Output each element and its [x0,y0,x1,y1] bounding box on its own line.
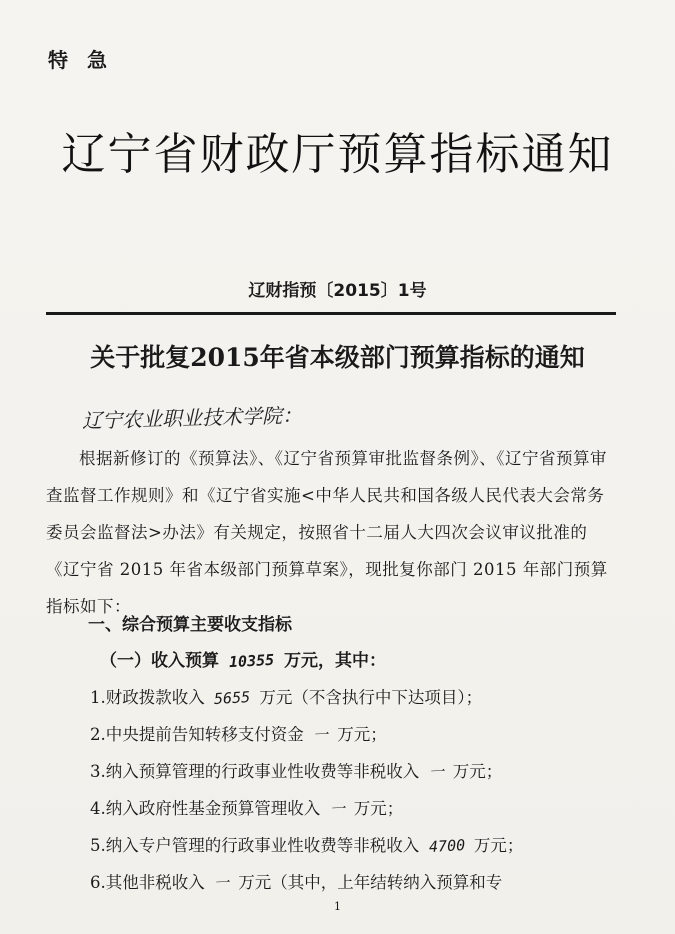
item-amount: 一 [312,725,329,745]
item-label: 2.中央提前告知转移支付资金 [90,725,304,744]
list-item [90,832,523,856]
item-suffix: 万元； [473,836,524,855]
header-divider [46,312,616,315]
subsection-amount: 10355 [228,650,275,672]
subsection-suffix: 万元，其中： [284,651,386,671]
section-heading: 一、综合预算主要收支指标 [88,615,292,635]
body-paragraph: 根据新修订的《预算法》、《辽宁省预算审批监督条例》、《辽宁省预算审查监督工作规则》和《辽宁省实施<中华人民共和国各级人民代表大会常务委员会监督法>办法》有关规定，按照省十二届人大四次会议审议批准的《辽宁省 2015 年省本级部门预算草案》，现批复你部门 2015 年部门预算指标如下： [46,449,608,616]
subsection-heading [100,646,386,671]
item-amount: 一 [428,762,445,782]
recipient-handwritten: 辽宁农业职业技术学院： [81,403,303,433]
item-suffix: 万元； [337,725,387,744]
item-label: 6.其他非税收入 [90,873,205,892]
item-amount: 一 [329,799,346,819]
item-suffix: 万元； [353,799,404,818]
item-label: 3.纳入预算管理的行政事业性收费等非税收入 [90,762,420,781]
item-suffix: 万元； [452,762,503,781]
item-suffix: 万元（不含执行中下达项目）； [259,688,483,707]
list-item [90,684,482,708]
list-item [90,721,387,745]
document-title: 辽宁省财政厅预算指标通知 [61,129,614,180]
item-amount: 4700 [428,836,466,856]
item-amount: 一 [213,873,230,893]
item-label: 1.财政拨款收入 [90,688,205,707]
subsection-prefix: （一）收入预算 [100,651,219,671]
list-item [90,795,403,819]
notice-title: 关于批复2015年省本级部门预算指标的通知 [90,343,585,372]
item-amount: 5655 [213,688,251,708]
list-item [90,758,502,782]
item-label: 4.纳入政府性基金预算管理收入 [90,799,321,818]
page-number: 1 [334,900,341,913]
item-label: 5.纳入专户管理的行政事业性收费等非税收入 [90,836,420,855]
item-suffix: 万元（其中，上年结转纳入预算和专 [238,873,503,892]
document-number: 辽财指预〔2015〕1号 [248,281,427,301]
list-item [90,869,502,893]
urgency-label: 特 急 [48,48,113,72]
